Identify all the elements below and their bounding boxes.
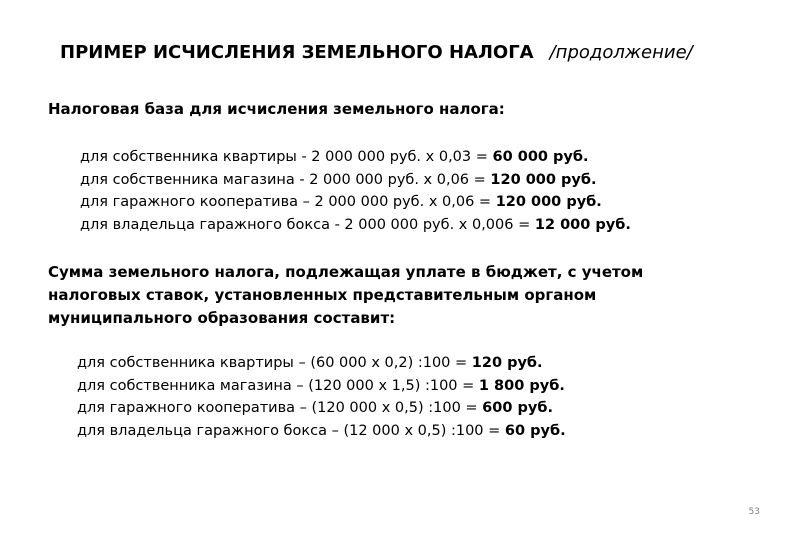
item-result: 12 000 руб.: [534, 216, 631, 233]
title-continuation: /продолжение/: [549, 42, 693, 63]
section1-heading: Налоговая база для исчисления земельного налога:: [48, 100, 505, 118]
list-item: [80, 214, 631, 237]
item-result: 600 руб.: [482, 400, 553, 416]
item-result: 60 руб.: [504, 422, 566, 439]
section2-heading-line: налоговых ставок, установленных представительным органом: [48, 286, 597, 304]
item-text: для гаражного кооператива – 2 000 000 руб. х 0,06 =: [80, 194, 496, 210]
slide-title: [60, 42, 693, 63]
tax-base-list: [80, 146, 631, 236]
item-text: для гаражного кооператива – (120 000 х 0,5) :100 =: [77, 400, 483, 416]
list-item: [77, 420, 566, 443]
list-item: [77, 375, 566, 398]
item-text: для собственника магазина - 2 000 000 руб. х 0,06 =: [80, 171, 491, 188]
list-item: [80, 191, 631, 214]
item-text: для собственника квартиры – (60 000 х 0,2) :100 =: [77, 355, 472, 371]
item-text: для владельца гаражного бокса - 2 000 000 руб. х 0,006 =: [80, 216, 535, 233]
section2-heading: [48, 261, 643, 330]
list-item: [80, 146, 631, 169]
item-result: 120 руб.: [471, 355, 543, 371]
page-number: 53: [748, 507, 760, 517]
item-result: 120 000 руб.: [495, 194, 602, 210]
item-result: 60 000 руб.: [492, 149, 589, 165]
item-text: для собственника квартиры - 2 000 000 руб. х 0,03 =: [80, 149, 493, 165]
list-item: [80, 169, 631, 192]
title-text: ПРИМЕР ИСЧИСЛЕНИЯ ЗЕМЕЛЬНОГО НАЛОГА: [60, 42, 534, 63]
section2-heading-line: муниципального образования составит:: [48, 309, 396, 327]
item-result: 120 000 руб.: [490, 171, 597, 188]
item-text: для собственника магазина – (120 000 х 1,5) :100 =: [77, 377, 479, 394]
list-item: [77, 352, 566, 375]
tax-amount-list: [77, 352, 566, 442]
item-text: для владельца гаражного бокса – (12 000 х 0,5) :100 =: [77, 422, 505, 439]
item-result: 1 800 руб.: [478, 377, 565, 394]
section2-heading-line: Сумма земельного налога, подлежащая уплате в бюджет, с учетом: [48, 263, 644, 281]
list-item: [77, 397, 566, 420]
